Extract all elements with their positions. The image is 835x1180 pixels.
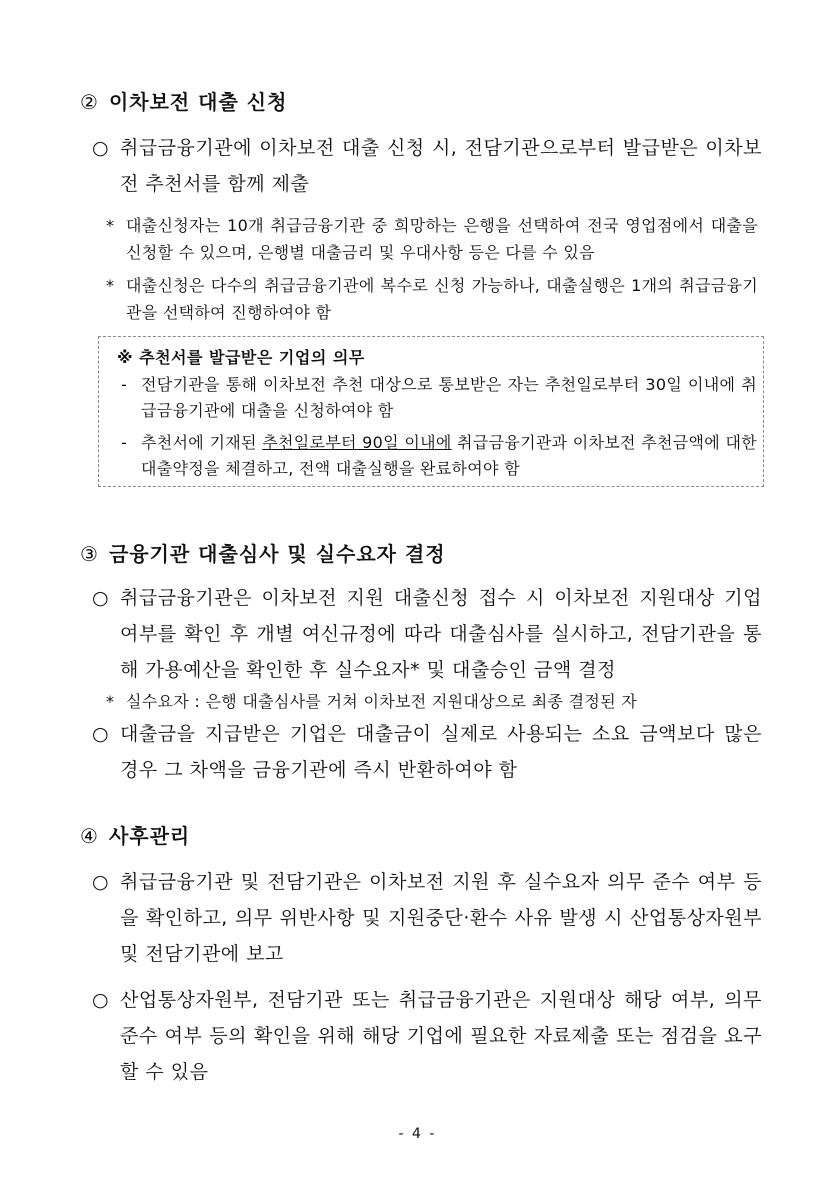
footnote [106,272,758,326]
page-number: - 4 - [398,1126,437,1142]
footnote-text: 대출신청자는 10개 취급금융기관 중 희망하는 은행을 선택하여 전국 영업점에서 대출을 신청할 수 있으며, 은행별 대출금리 및 우대사항 등은 다를 수 있음 [126,216,758,262]
bullet-paragraph [92,130,762,202]
asterisk-mark: * [106,216,115,235]
box-item-text-start: 추천서에 기재된 [141,433,263,452]
circle-bullet-icon: ○ [92,871,110,893]
bullet-paragraph [92,982,762,1090]
bullet-paragraph [92,580,762,688]
bullet-text: 취급금융기관에 이차보전 대출 신청 시, 전담기관으로부터 발급받은 이차보전 추천서를 함께 제출 [120,137,762,195]
bullet-paragraph [92,716,762,788]
underlined-deadline: 추천일로부터 90일 이내에 [262,433,452,452]
section-title: 이차보전 대출 신청 [108,90,288,114]
box-item-text [141,430,757,482]
bullet-text: 취급금융기관은 이차보전 지원 대출신청 접수 시 이차보전 지원대상 기업 여부를 확인 후 개별 여신규정에 따라 대출심사를 실시하고, 전담기관을 통해 가용예산을 확인한 후 실수요자* 및 대출승인 금액 결정 [120,587,762,681]
circle-bullet-icon: ○ [92,587,110,609]
asterisk-mark: * [106,276,115,295]
footnote-text: 대출신청은 다수의 취급금융기관에 복수로 신청 가능하나, 대출실행은 1개의 취급금융기관을 선택하여 진행하여야 함 [126,276,758,322]
asterisk-mark: * [106,692,115,711]
section-number: ② [80,90,99,114]
section-heading-loan-application [80,86,287,115]
obligations-box [98,336,764,487]
footnote-text: 실수요자 : 은행 대출심사를 거쳐 이차보전 지원대상으로 최종 결정된 자 [126,692,638,711]
bullet-paragraph [92,864,762,972]
section-title: 사후관리 [108,824,191,848]
section-heading-loan-review [80,538,446,567]
circle-bullet-icon: ○ [92,723,110,745]
section-heading-post-management [80,820,190,849]
bullet-text: 산업통상자원부, 전담기관 또는 취급금융기관은 지원대상 해당 여부, 의무 준수 여부 등의 확인을 위해 해당 기업에 필요한 자료제출 또는 점검을 요구할 수 있음 [120,989,762,1083]
section-number: ④ [80,824,99,848]
footnote [106,688,758,715]
box-item-text-end: 취급금융기관과 이차보전 추천금액에 대한 대출약정을 체결하고, 전액 대출실행을 완료하여야 함 [141,433,757,478]
bullet-text: 대출금을 지급받은 기업은 대출금이 실제로 사용되는 소요 금액보다 많은 경우 그 차액을 금융기관에 즉시 반환하여야 함 [120,723,762,781]
box-item [121,430,757,482]
box-title: ※ 추천서를 발급받은 기업의 의무 [117,348,365,367]
circle-bullet-icon: ○ [92,989,110,1011]
section-title: 금융기관 대출심사 및 실수요자 결정 [108,542,446,566]
circle-bullet-icon: ○ [92,137,110,159]
dash-mark: - [121,375,128,394]
bullet-text: 취급금융기관 및 전담기관은 이차보전 지원 후 실수요자 의무 준수 여부 등을 확인하고, 의무 위반사항 및 지원중단·환수 사유 발생 시 산업통상자원부 및 전담기관에 보고 [120,871,762,965]
box-item-text: 전담기관을 통해 이차보전 추천 대상으로 통보받은 자는 추천일로부터 30일 이내에 취급금융기관에 대출을 신청하여야 함 [141,375,757,420]
footnote [106,212,758,266]
box-item [121,372,757,424]
section-number: ③ [80,542,99,566]
dash-mark: - [121,433,128,452]
